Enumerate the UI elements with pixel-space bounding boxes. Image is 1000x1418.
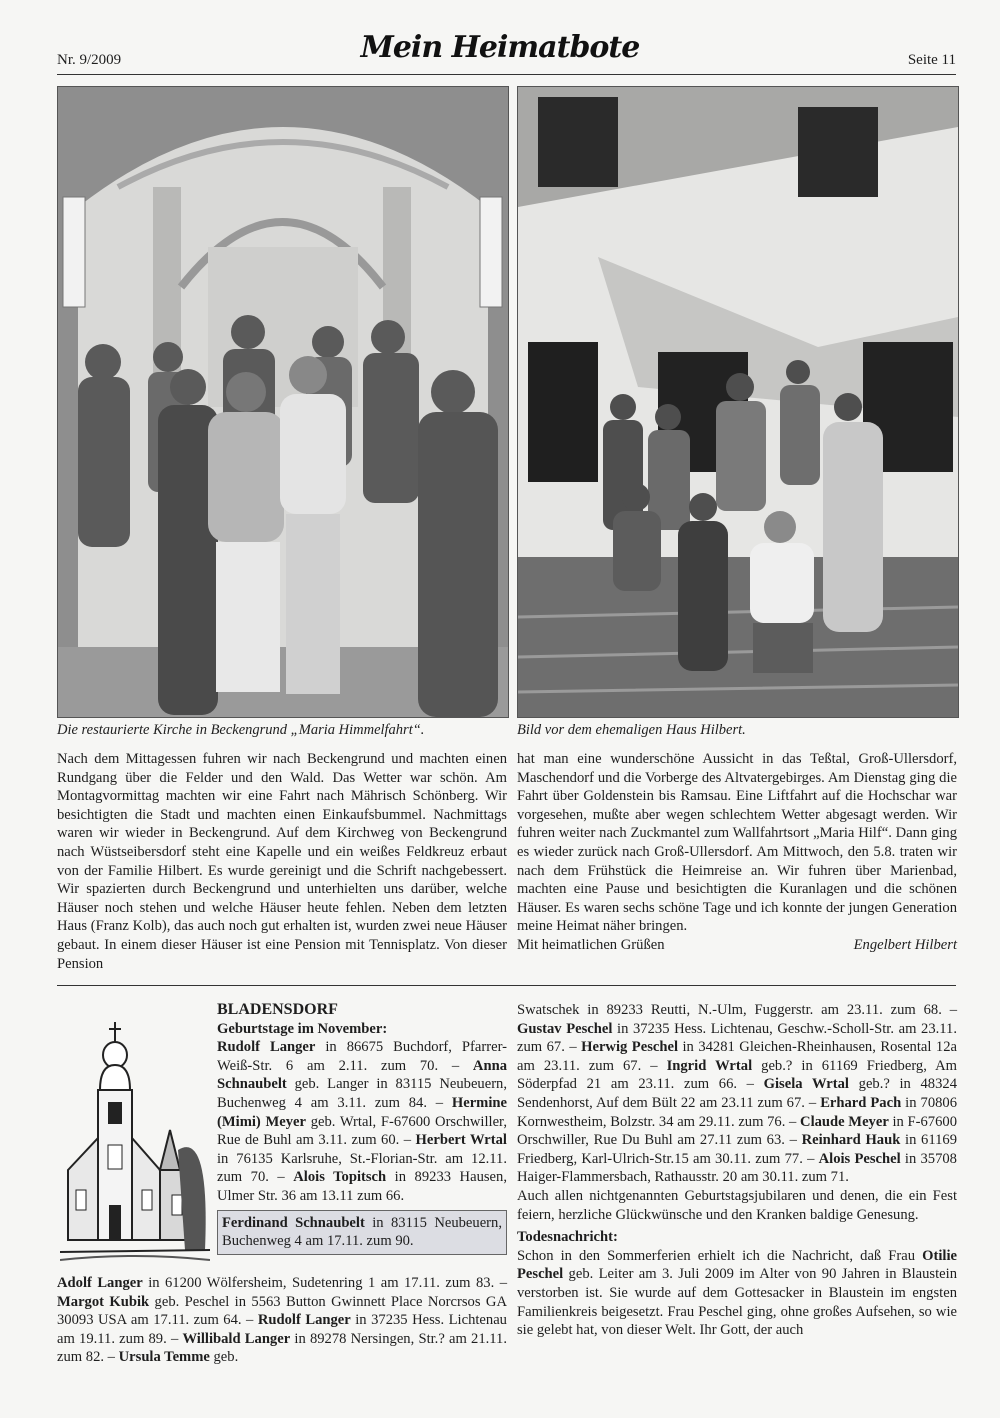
birthday-name: Gustav Peschel [517, 1020, 613, 1037]
article-author: Engelbert Hilbert [853, 936, 957, 953]
birthday-details: in F-67600 Orschwiller, Rue Du Buhl am 27.11 zum 63. – [517, 1113, 957, 1149]
birthday-name: Adolf Langer [57, 1275, 143, 1291]
birthday-name: Alois Topitsch [293, 1169, 387, 1186]
birthday-name: Hermine (Mimi) Meyer [217, 1094, 507, 1130]
birthday-name: Ingrid Wrtal [666, 1057, 753, 1074]
church-sketch [60, 1020, 210, 1265]
obituary-name: Otilie Peschel [517, 1247, 957, 1283]
bladensdorf-church-drawing [60, 1020, 210, 1265]
birthday-details: in 89278 Nersingen, Str.? am 21.11. zum 82. – [57, 1330, 507, 1366]
birthday-name: Gisela Wrtal [763, 1076, 849, 1093]
birthday-details: in 35708 Haiger-Flammersbach, Rathausstr. 20 am 30.11. zum 71. [517, 1150, 957, 1186]
birthday-details: geb. Wrtal, F-67600 Orschwiller, Rue de Buhl am 3.11. zum 60. – [217, 1113, 507, 1149]
birthday-details: in 89233 Hausen, Ulmer Str. 36 am 13.11 zum 66. [217, 1169, 507, 1204]
birthday-details: geb. Peschel in 5563 Button Gwinnett Place Norcrsos GA 30093 USA am 17.11. zum 64. – [57, 1293, 507, 1329]
birthday-name: Herbert Wrtal [415, 1132, 507, 1149]
birthday-details: Swatschek in 89233 Reutti, N.-Ulm, Fuggerstr. am 23.11. zum 68. – [517, 1002, 957, 1018]
obituary-intro: Schon in den Sommerferien erhielt ich die Nachricht, daß Frau [517, 1247, 923, 1264]
birthday-name: Ursula Temme [118, 1349, 210, 1366]
birthday-name: Herwig Peschel [581, 1039, 679, 1056]
house-photo-caption: Bild vor dem ehemaligen Haus Hilbert. [517, 722, 746, 738]
article-right-text: hat man eine wunderschöne Aussicht in das Teßtal, Groß-Ullersdorf, Maschendorf und die Vorberge des Altvatergebirges. Am Dienstag ging die Fahrt über Goldenstein bis Ramsau. Eine Liftfahrt auf die Hochschar war vorgesehen, mußte aber wegen schlechtem Wetter abgesagt werden. Wir fuhren weiter nach Zuckmantel zum Wallfahrtsort „Maria Hilf“. Dann ging es wieder zurück nach Groß-Ullersdorf. Am Mittwoch, den 5.8. traten wir nach dem Frühstück die Heimreise an. Wir fuhren über Marienbad, machten eine Pause und besichtigten die Kuranlagen und die schönen Häuser. Es waren sechs schöne Tage und ich konnte der jungen Generation meine Heimat näher bringen. [517, 751, 957, 935]
birthday-name: Alois Peschel [818, 1150, 901, 1167]
article-right-column [517, 750, 957, 955]
page-number: Seite 11 [907, 52, 956, 68]
birthday-name: Anna Schnaubelt [217, 1057, 507, 1093]
birthday-name: Erhard Pach [820, 1094, 902, 1111]
birthday-wishes: Auch allen nichtgenannten Geburtstagsjubilaren und denen, die ein Fest feiern, herzliche Glückwünsche und den Kranken baldige Genesung. [517, 1187, 957, 1223]
birthday-name: Willibald Langer [182, 1330, 291, 1347]
birthday-details: in 83115 Neubeuern, Buchenweg 4 am 17.11. zum 90. [222, 1214, 502, 1250]
obituary-title: Todesnachricht: [517, 1229, 618, 1246]
birthday-details: in 76135 Karlsruhe, St.-Florian-Str. am 12.11. zum 70. – [217, 1150, 507, 1186]
birthday-details: geb. [209, 1349, 239, 1366]
house-photo-illustration [518, 87, 958, 717]
article-left-column [57, 750, 507, 973]
birthday-list-part1 [217, 1038, 507, 1205]
birthday-details: geb. Langer in 83115 Neubeuern, Buchenweg 4 am 3.11. zum 84. – [217, 1076, 507, 1111]
birthday-details: in 61200 Wölfersheim, Sudetenring 1 am 17.11. zum 83. – [142, 1275, 507, 1291]
birthday-list-part2 [57, 1274, 507, 1367]
birthday-name: Claude Meyer [800, 1113, 889, 1130]
church-photo-caption: Die restaurierte Kirche in Beckengrund „Maria Himmelfahrt“. [57, 722, 425, 738]
house-group-photo [517, 86, 959, 718]
highlighted-birthday-box [217, 1210, 507, 1255]
birthday-name: Rudolf Langer [257, 1312, 351, 1329]
birthday-details: in 34281 Gleichen-Rheinhausen, Rosental 12a am 23.11. zum 67. – [517, 1039, 957, 1074]
birthday-details: geb.? in 61169 Friedberg, Am Söderpfad 21 am 23.11. zum 66. – [517, 1057, 957, 1093]
birthday-details: geb.? in 48324 Sendenhorst, Auf dem Bült 22 am 23.11 zum 67. – [517, 1076, 957, 1111]
header-rule [57, 74, 956, 75]
birthday-details: in 86675 Buchdorf, Pfarrer-Weiß-Str. 6 am 2.11. zum 70. – [217, 1039, 507, 1074]
birthday-name: Ferdinand Schnaubelt [222, 1214, 365, 1231]
birthday-details: in 37235 Hess. Lichtenau, Geschw.-Scholl-Str. am 23.11. zum 67. – [517, 1020, 957, 1056]
birthday-details: in 61169 Friedberg, Karl-Ulrich-Str.15 am 30.11. zum 77. – [517, 1132, 957, 1167]
masthead-logo: Mein Heimatbote [360, 30, 640, 65]
issue-number: Nr. 9/2009 [57, 52, 122, 68]
bladensdorf-section [217, 1001, 507, 1261]
birthday-details: in 37235 Hess. Lichtenau am 19.11. zum 89. – [57, 1312, 507, 1347]
church-photo-illustration [58, 87, 508, 717]
obituary-text [517, 1247, 957, 1340]
birthday-details: in 70806 Kornwestheim, Bolzstr. 34 am 29.11. zum 76. – [517, 1094, 958, 1130]
right-news-column [517, 1001, 957, 1340]
birthdays-subtitle: Geburtstage im November: [217, 1020, 388, 1037]
bladensdorf-title: BLADENSDORF [217, 1001, 338, 1018]
birthday-name: Rudolf Langer [217, 1039, 316, 1056]
article-signature [517, 936, 957, 955]
birthday-list-part3 [517, 1001, 957, 1187]
section-rule [57, 985, 956, 986]
church-group-photo [57, 86, 509, 718]
birthday-name: Reinhard Hauk [801, 1132, 901, 1149]
article-closing: Mit heimatlichen Grüßen [517, 936, 665, 953]
birthday-name: Margot Kubik [57, 1293, 150, 1310]
obituary-details: geb. Leiter am 3. Juli 2009 im Alter von 90 Jahren in Blaustein verstorben ist. Sie wurde auf dem Gottesacker in Blaustein im engsten Familienkreis beigesetzt. Frau Peschel ging, ohne großes Aufsehen, so wie sie gelebt hat, von dieser Welt. Ihr Gott, der auch [517, 1266, 957, 1339]
article-left-text: Nach dem Mittagessen fuhren wir nach Beckengrund und machten einen Rundgang über die Felder und den Wald. Das Wetter war schön. Am Montagvormittag machten wir eine Fahrt nach Mährisch Schönberg. Wir besichtigten die Stadt und machten einen Einkaufsbummel. Nachmittags waren wir wieder in Beckengrund. Auf dem Kirchweg von Beckengrund nach Wüstseibersdorf steht eine Kapelle und ein weißes Feldkreuz erbaut von der Familie Hilbert. Es wurde gereinigt und die Schrift nachgebessert. Wir spazierten durch Beckengrund und unterhielten uns darüber, welche Häuser noch stehen und welche Häuser heute fehlen. Neben dem letzten Haus (Franz Kolb), das auch noch gut erhalten ist, wurden zwei neue Häuser gebaut. In einem dieser Häuser ist eine Pension mit Tennisplatz. Von dieser Pension [57, 751, 507, 972]
birthday-list-continued [57, 1274, 507, 1367]
